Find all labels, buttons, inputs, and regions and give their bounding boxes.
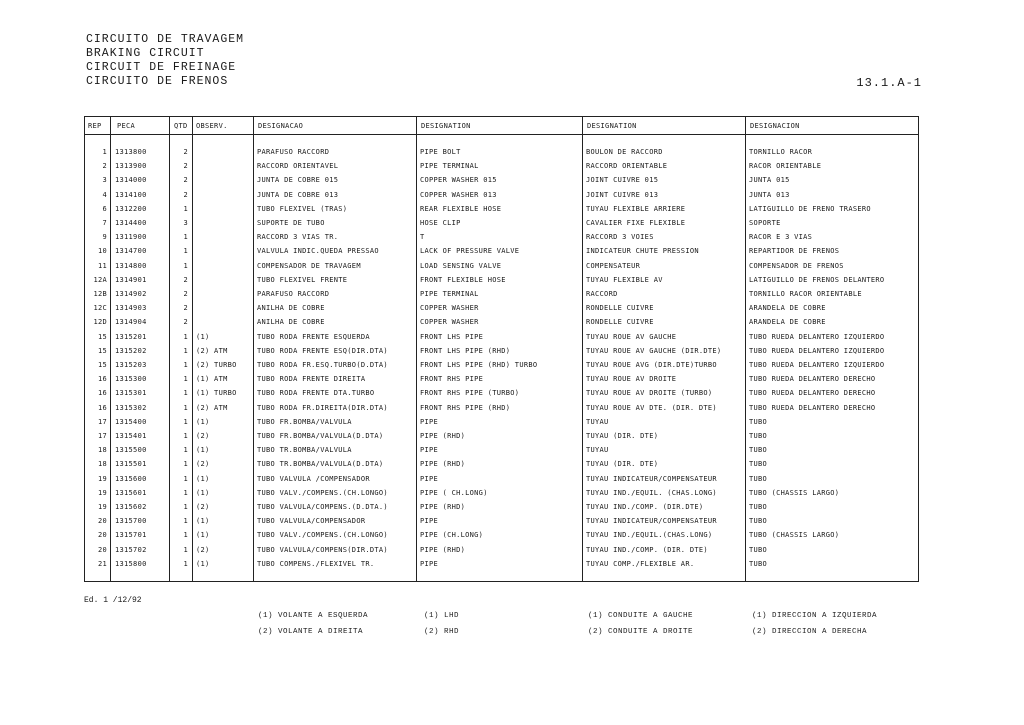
cell-rep: 16	[97, 375, 107, 384]
cell-designation-fr: JOINT CUIVRE 013	[586, 190, 659, 199]
table-row	[85, 231, 918, 245]
table-row	[85, 345, 918, 359]
cell-designation-en: LACK OF PRESSURE VALVE	[420, 247, 520, 256]
cell-designacao: TUBO FLEXIVEL FRENTE	[257, 275, 348, 284]
legend-fr-2: (2) CONDUITE A DROITE	[588, 628, 694, 636]
cell-rep: 16	[97, 389, 107, 398]
cell-designation-fr: TUYAU ROUE AV DTE. (DIR. DTE)	[586, 403, 717, 412]
cell-peca: 1314904	[115, 318, 147, 327]
cell-observ: (2)	[196, 503, 210, 511]
table-row	[85, 316, 918, 330]
cell-rep: 1	[102, 148, 107, 156]
table-row	[85, 146, 918, 160]
cell-designation-fr: TUYAU ROUE AV GAUCHE (DIR.DTE)	[586, 346, 722, 355]
cell-designation-fr: TUYAU ROUE AV DROITE (TURBO)	[586, 389, 713, 398]
cell-qtd: 1	[183, 332, 188, 341]
cell-rep: 21	[97, 559, 107, 568]
header-qtd: QTD	[174, 122, 188, 130]
cell-observ: (2)	[196, 432, 210, 440]
header-designation-en: DESIGNATION	[421, 122, 471, 130]
cell-designation-en: PIPE (RHD)	[420, 432, 466, 440]
cell-designacao: TUBO TR.BOMBA/VALVULA(D.DTA)	[257, 460, 384, 469]
cell-rep: 9	[102, 233, 107, 242]
cell-designation-en: PIPE	[420, 446, 439, 455]
cell-peca: 1314000	[115, 176, 147, 185]
cell-designation-fr: RACCORD ORIENTABLE	[586, 162, 668, 171]
cell-designacao: VALVULA INDIC.QUEDA PRESSAO	[257, 247, 379, 256]
cell-designation-en: HOSE CLIP	[420, 219, 461, 227]
cell-designacao: TUBO VALVULA/COMPENSADOR	[257, 517, 366, 526]
cell-peca: 1311900	[115, 233, 147, 242]
cell-peca: 1314902	[115, 290, 147, 298]
cell-designacao: TUBO RODA FRENTE DIREITA	[257, 375, 366, 384]
title-en: BRAKING CIRCUIT	[86, 47, 205, 60]
cell-rep: 3	[102, 176, 107, 185]
cell-designacion: TUBO	[749, 432, 768, 440]
cell-designacao: ANILHA DE COBRE	[257, 318, 325, 327]
cell-designation-fr: TUYAU ROUE AV GAUCHE	[586, 332, 677, 341]
cell-rep: 18	[97, 460, 107, 469]
cell-qtd: 1	[183, 559, 188, 568]
cell-designacion: TUBO	[749, 545, 768, 554]
cell-peca: 1315300	[115, 375, 147, 384]
cell-designation-en: PIPE (RHD)	[420, 503, 466, 511]
cell-observ: (1)	[196, 517, 210, 526]
cell-qtd: 2	[183, 176, 188, 185]
cell-designacao: PARAFUSO RACCORD	[257, 290, 330, 298]
cell-rep: 17	[97, 417, 107, 426]
cell-rep: 16	[97, 403, 107, 412]
cell-designacion: RACOR E 3 VIAS	[749, 233, 813, 242]
cell-peca: 1315302	[115, 403, 147, 412]
cell-qtd: 1	[183, 432, 188, 440]
cell-designation-fr: TUYAU FLEXIBLE ARRIERE	[586, 204, 686, 213]
cell-designation-fr: CAVALIER FIXE FLEXIBLE	[586, 219, 686, 227]
cell-designation-fr: RONDELLE CUIVRE	[586, 318, 654, 327]
cell-designation-fr: COMPENSATEUR	[586, 261, 641, 270]
cell-designation-fr: TUYAU COMP./FLEXIBLE AR.	[586, 559, 695, 568]
cell-designation-en: PIPE BOLT	[420, 148, 461, 156]
cell-designacao: TUBO FR.BOMBA/VALVULA	[257, 417, 352, 426]
cell-rep: 20	[97, 531, 107, 540]
header-designation-fr: DESIGNATION	[587, 122, 637, 130]
cell-designacion: LATIGUILLO DE FRENO TRASERO	[749, 204, 871, 213]
cell-designacion: LATIGUILLO DE FRENOS DELANTERO	[749, 275, 885, 284]
cell-rep: 11	[97, 261, 107, 270]
cell-designation-en: COPPER WASHER	[420, 318, 479, 327]
cell-designacao: TUBO VALV./COMPENS.(CH.LONGO)	[257, 531, 388, 540]
table-row	[85, 515, 918, 529]
cell-designacion: ARANDELA DE COBRE	[749, 318, 826, 327]
table-row	[85, 444, 918, 458]
cell-qtd: 2	[183, 162, 188, 171]
cell-rep: 15	[97, 332, 107, 341]
cell-rep: 7	[102, 219, 107, 227]
cell-designation-en: FRONT LHS PIPE (RHD)	[420, 346, 511, 355]
title-block	[86, 33, 244, 89]
cell-designation-fr: TUYAU ROUE AV DROITE	[586, 375, 677, 384]
cell-observ: (1)	[196, 488, 210, 497]
cell-rep: 6	[102, 204, 107, 213]
cell-qtd: 1	[183, 346, 188, 355]
cell-peca: 1314400	[115, 219, 147, 227]
cell-observ: (2) ATM	[196, 403, 228, 412]
header-designacion: DESIGNACION	[750, 122, 800, 130]
cell-designacion: TUBO RUEDA DELANTERO DERECHO	[749, 375, 876, 384]
cell-designacion: COMPENSADOR DE FRENOS	[749, 261, 844, 270]
cell-peca: 1315401	[115, 432, 147, 440]
cell-designacao: TUBO RODA FRENTE DTA.TURBO	[257, 389, 375, 398]
legend-en-2: (2) RHD	[424, 628, 460, 636]
cell-designation-en: FRONT LHS PIPE (RHD) TURBO	[420, 361, 538, 369]
cell-observ: (1)	[196, 446, 210, 455]
cell-designation-en: PIPE	[420, 474, 439, 483]
cell-designacao: RACCORD 3 VIAS TR.	[257, 233, 339, 242]
cell-designation-fr: RACCORD	[586, 290, 618, 298]
cell-designation-en: FRONT RHS PIPE (TURBO)	[420, 389, 520, 398]
title-fr: CIRCUIT DE FREINAGE	[86, 61, 237, 74]
cell-designation-en: COPPER WASHER	[420, 304, 479, 313]
cell-rep: 15	[97, 361, 107, 369]
header-designacao: DESIGNACAO	[258, 122, 304, 130]
cell-designacion: RACOR ORIENTABLE	[749, 162, 822, 171]
cell-designacion: JUNTA 013	[749, 190, 790, 199]
cell-qtd: 1	[183, 503, 188, 511]
cell-designation-fr: BOULON DE RACCORD	[586, 148, 663, 156]
table-row	[85, 203, 918, 217]
cell-rep: 12C	[93, 304, 107, 313]
cell-designation-fr: TUYAU IND./COMP. (DIR.DTE)	[586, 503, 704, 511]
cell-designation-en: T	[420, 233, 425, 242]
cell-designacion: SOPORTE	[749, 219, 781, 227]
cell-peca: 1314800	[115, 261, 147, 270]
cell-designation-en: LOAD SENSING VALVE	[420, 261, 502, 270]
legend-fr-1: (1) CONDUITE A GAUCHE	[588, 612, 694, 620]
cell-designacion: TUBO	[749, 559, 768, 568]
cell-observ: (1)	[196, 559, 210, 568]
cell-designacao: TUBO FLEXIVEL (TRAS)	[257, 204, 348, 213]
cell-designation-fr: RONDELLE CUIVRE	[586, 304, 654, 313]
cell-designation-fr: RACCORD 3 VOIES	[586, 233, 654, 242]
cell-designation-en: PIPE TERMINAL	[420, 290, 479, 298]
cell-qtd: 2	[183, 318, 188, 327]
edition-date: Ed. 1 /12/92	[84, 596, 142, 605]
legend-pt-1: (1) VOLANTE A ESQUERDA	[258, 612, 369, 620]
cell-peca: 1315701	[115, 531, 147, 540]
cell-designacion: JUNTA 015	[749, 176, 790, 185]
header-peca: PECA	[117, 122, 136, 130]
cell-qtd: 1	[183, 488, 188, 497]
cell-qtd: 1	[183, 460, 188, 469]
cell-designation-en: FRONT RHS PIPE (RHD)	[420, 403, 511, 412]
cell-qtd: 1	[183, 474, 188, 483]
cell-peca: 1315800	[115, 559, 147, 568]
table-row	[85, 359, 918, 373]
cell-designacao: TUBO TR.BOMBA/VALVULA	[257, 446, 352, 455]
table-row	[85, 473, 918, 487]
cell-designacao: TUBO RODA FR.ESQ.TURBO(D.DTA)	[257, 361, 388, 369]
cell-designacao: TUBO VALV./COMPENS.(CH.LONGO)	[257, 488, 388, 497]
cell-designation-en: PIPE (RHD)	[420, 545, 466, 554]
cell-designacion: TUBO (CHASSIS LARGO)	[749, 488, 840, 497]
cell-observ: (1)	[196, 332, 210, 341]
cell-qtd: 1	[183, 403, 188, 412]
cell-qtd: 1	[183, 446, 188, 455]
table-row	[85, 544, 918, 558]
cell-designation-fr: TUYAU INDICATEUR/COMPENSATEUR	[586, 474, 717, 483]
legend-en-1: (1) LHD	[424, 612, 460, 620]
cell-qtd: 2	[183, 304, 188, 313]
cell-rep: 19	[97, 474, 107, 483]
cell-peca: 1315601	[115, 488, 147, 497]
title-es: CIRCUITO DE FRENOS	[86, 75, 229, 88]
cell-peca: 1315602	[115, 503, 147, 511]
cell-peca: 1315301	[115, 389, 147, 398]
cell-observ: (1) ATM	[196, 375, 228, 384]
cell-peca: 1315501	[115, 460, 147, 469]
cell-designacion: TUBO RUEDA DELANTERO IZQUIERDO	[749, 346, 885, 355]
cell-designation-fr: TUYAU (DIR. DTE)	[586, 460, 659, 469]
cell-designation-en: PIPE (CH.LONG)	[420, 531, 484, 540]
cell-observ: (2) ATM	[196, 346, 228, 355]
parts-table	[84, 116, 919, 582]
cell-qtd: 2	[183, 148, 188, 156]
cell-qtd: 1	[183, 204, 188, 213]
cell-designacion: TUBO RUEDA DELANTERO DERECHO	[749, 389, 876, 398]
cell-designacao: TUBO VALVULA /COMPENSADOR	[257, 474, 370, 483]
cell-designation-en: FRONT LHS PIPE	[420, 332, 484, 341]
cell-peca: 1315700	[115, 517, 147, 526]
cell-designacao: ANILHA DE COBRE	[257, 304, 325, 313]
header-rep: REP	[88, 122, 102, 130]
cell-peca: 1314700	[115, 247, 147, 256]
cell-designacion: TUBO (CHASSIS LARGO)	[749, 531, 840, 540]
cell-designacion: TUBO	[749, 460, 768, 469]
cell-peca: 1315201	[115, 332, 147, 341]
cell-observ: (1) TURBO	[196, 389, 237, 398]
table-row	[85, 387, 918, 401]
table-row	[85, 558, 918, 572]
header-observ: OBSERV.	[196, 122, 228, 130]
cell-designation-fr: INDICATEUR CHUTE PRESSION	[586, 247, 699, 256]
cell-designation-fr: TUYAU INDICATEUR/COMPENSATEUR	[586, 517, 717, 526]
cell-designacion: TUBO	[749, 474, 768, 483]
cell-designation-fr: TUYAU	[586, 417, 609, 426]
cell-peca: 1314901	[115, 275, 147, 284]
cell-rep: 18	[97, 446, 107, 455]
cell-designacion: TUBO	[749, 503, 768, 511]
cell-qtd: 1	[183, 247, 188, 256]
cell-peca: 1315500	[115, 446, 147, 455]
cell-rep: 10	[97, 247, 107, 256]
cell-designacao: TUBO RODA FRENTE ESQ(DIR.DTA)	[257, 346, 388, 355]
table-row	[85, 174, 918, 188]
cell-designacao: RACCORD ORIENTAVEL	[257, 162, 339, 171]
cell-qtd: 1	[183, 361, 188, 369]
cell-designation-fr: JOINT CUIVRE 015	[586, 176, 659, 185]
title-pt: CIRCUITO DE TRAVAGEM	[86, 33, 245, 46]
table-row	[85, 160, 918, 174]
cell-qtd: 1	[183, 233, 188, 242]
cell-designation-en: COPPER WASHER 015	[420, 176, 497, 185]
cell-designacao: TUBO COMPENS./FLEXIVEL TR.	[257, 559, 375, 568]
cell-rep: 20	[97, 545, 107, 554]
cell-designacion: TUBO RUEDA DELANTERO DERECHO	[749, 403, 876, 412]
cell-designation-fr: TUYAU ROUE AVG (DIR.DTE)TURBO	[586, 361, 717, 369]
cell-qtd: 2	[183, 290, 188, 298]
cell-qtd: 1	[183, 417, 188, 426]
cell-qtd: 2	[183, 190, 188, 199]
legend-pt-2: (2) VOLANTE A DIREITA	[258, 628, 364, 636]
table-row	[85, 430, 918, 444]
cell-peca: 1315203	[115, 361, 147, 369]
cell-designacao: TUBO VALVULA/COMPENS.(D.DTA.)	[257, 503, 388, 511]
legend-es-2: (2) DIRECCION A DERECHA	[752, 628, 868, 636]
cell-peca: 1313800	[115, 148, 147, 156]
table-row	[85, 331, 918, 345]
table-row	[85, 302, 918, 316]
cell-observ: (2)	[196, 460, 210, 469]
cell-rep: 4	[102, 190, 107, 199]
cell-designacion: TORNILLO RACOR	[749, 148, 813, 156]
cell-designation-fr: TUYAU	[586, 446, 609, 455]
cell-designation-fr: TUYAU IND./EQUIL. (CHAS.LONG)	[586, 488, 717, 497]
table-row	[85, 189, 918, 203]
cell-qtd: 1	[183, 389, 188, 398]
cell-designacao: JUNTA DE COBRE 013	[257, 190, 339, 199]
cell-observ: (2) TURBO	[196, 361, 237, 369]
legend-es-1: (1) DIRECCION A IZQUIERDA	[752, 612, 878, 620]
cell-observ: (2)	[196, 545, 210, 554]
cell-designation-en: PIPE	[420, 517, 439, 526]
cell-designacion: TUBO RUEDA DELANTERO IZQUIERDO	[749, 361, 885, 369]
table-row	[85, 416, 918, 430]
cell-peca: 1314100	[115, 190, 147, 199]
cell-designacion: TUBO	[749, 417, 768, 426]
table-row	[85, 274, 918, 288]
cell-designacao: COMPENSADOR DE TRAVAGEM	[257, 261, 361, 270]
cell-designation-en: PIPE TERMINAL	[420, 162, 479, 171]
cell-qtd: 1	[183, 545, 188, 554]
cell-peca: 1312200	[115, 204, 147, 213]
cell-peca: 1315702	[115, 545, 147, 554]
table-row	[85, 458, 918, 472]
table-row	[85, 373, 918, 387]
cell-qtd: 1	[183, 375, 188, 384]
cell-designacao: TUBO RODA FR.DIREITA(DIR.DTA)	[257, 403, 388, 412]
cell-qtd: 3	[183, 219, 188, 227]
table-row	[85, 501, 918, 515]
table-row	[85, 245, 918, 259]
cell-peca: 1315202	[115, 346, 147, 355]
cell-peca: 1314903	[115, 304, 147, 313]
cell-designacion: TUBO	[749, 446, 768, 455]
table-row	[85, 288, 918, 302]
cell-designacion: ARANDELA DE COBRE	[749, 304, 826, 313]
table-row	[85, 402, 918, 416]
cell-designacao: TUBO VALVULA/COMPENS(DIR.DTA)	[257, 545, 388, 554]
cell-peca: 1315400	[115, 417, 147, 426]
cell-designation-fr: TUYAU FLEXIBLE AV	[586, 275, 663, 284]
cell-rep: 2	[102, 162, 107, 171]
cell-designacion: TUBO	[749, 517, 768, 526]
cell-designacao: TUBO FR.BOMBA/VALVULA(D.DTA)	[257, 432, 384, 440]
cell-peca: 1315600	[115, 474, 147, 483]
page-reference: 13.1.A-1	[856, 76, 922, 90]
cell-designation-en: FRONT RHS PIPE	[420, 375, 484, 384]
cell-observ: (1)	[196, 531, 210, 540]
cell-designacao: TUBO RODA FRENTE ESQUERDA	[257, 332, 370, 341]
cell-rep: 12D	[93, 318, 107, 327]
cell-designation-fr: TUYAU (DIR. DTE)	[586, 432, 659, 440]
table-row	[85, 217, 918, 231]
cell-qtd: 1	[183, 261, 188, 270]
cell-designacao: SUPORTE DE TUBO	[257, 219, 325, 227]
cell-designacion: REPARTIDOR DE FRENOS	[749, 247, 840, 256]
cell-designation-en: COPPER WASHER 013	[420, 190, 497, 199]
cell-peca: 1313900	[115, 162, 147, 171]
cell-qtd: 2	[183, 275, 188, 284]
cell-rep: 19	[97, 488, 107, 497]
cell-qtd: 1	[183, 517, 188, 526]
cell-designacao: JUNTA DE COBRE 015	[257, 176, 339, 185]
cell-rep: 12B	[93, 290, 107, 298]
cell-rep: 19	[97, 503, 107, 511]
table-row	[85, 260, 918, 274]
cell-designacion: TORNILLO RACOR ORIENTABLE	[749, 290, 862, 298]
cell-designation-fr: TUYAU IND./COMP. (DIR. DTE)	[586, 545, 708, 554]
table-row	[85, 529, 918, 543]
cell-rep: 17	[97, 432, 107, 440]
cell-qtd: 1	[183, 531, 188, 540]
cell-designation-en: FRONT FLEXIBLE HOSE	[420, 275, 506, 284]
cell-rep: 15	[97, 346, 107, 355]
cell-rep: 12A	[93, 275, 107, 284]
table-header	[85, 116, 918, 135]
cell-designacion: TUBO RUEDA DELANTERO IZQUIERDO	[749, 332, 885, 341]
cell-designation-en: PIPE	[420, 559, 439, 568]
cell-observ: (1)	[196, 417, 210, 426]
table-row	[85, 487, 918, 501]
cell-designation-en: PIPE ( CH.LONG)	[420, 488, 488, 497]
cell-rep: 20	[97, 517, 107, 526]
cell-observ: (1)	[196, 474, 210, 483]
cell-designacao: PARAFUSO RACCORD	[257, 148, 330, 156]
cell-designation-en: REAR FLEXIBLE HOSE	[420, 204, 502, 213]
cell-designation-fr: TUYAU IND./EQUIL.(CHAS.LONG)	[586, 531, 713, 540]
cell-designation-en: PIPE (RHD)	[420, 460, 466, 469]
cell-designation-en: PIPE	[420, 417, 439, 426]
